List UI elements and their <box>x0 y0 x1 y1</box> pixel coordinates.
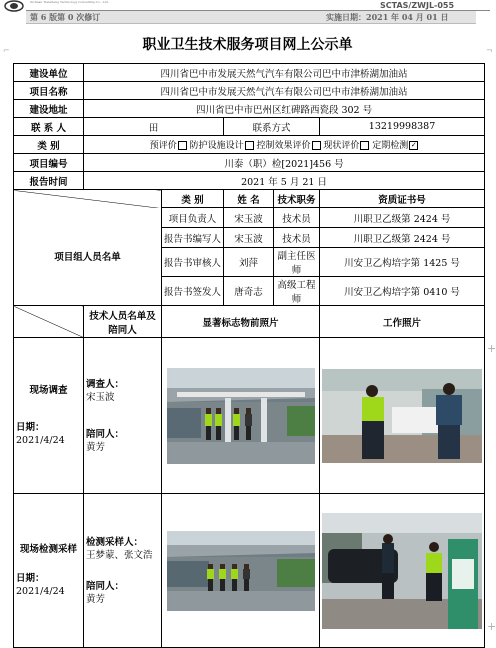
sampling-row <box>14 494 485 648</box>
team-col-name: 姓 名 <box>224 190 274 208</box>
photo-header-row <box>14 306 485 338</box>
contact-method-value: 13219998387 <box>320 118 485 136</box>
team-group-label: 项目组人员名单 <box>14 208 162 306</box>
member-name: 宋玉波 <box>224 208 274 228</box>
sampling-persons: 王梦蒙、张文浩 <box>86 549 153 561</box>
sampling-date: 2021/4/24 <box>16 586 65 597</box>
contact-label: 联 系 人 <box>14 118 84 136</box>
survey-sign-photo-cell <box>162 338 320 494</box>
checkbox-icon[interactable] <box>178 141 187 150</box>
category-label: 类 别 <box>14 136 84 154</box>
table-row <box>14 154 485 172</box>
expand-icon[interactable]: + <box>487 342 496 355</box>
category-option: 现状评价 <box>323 141 369 151</box>
address-label: 建设地址 <box>14 100 84 118</box>
report-date-value: 2021 年 5 月 21 日 <box>84 172 485 190</box>
member-cert: 川安卫乙构培字第 1425 号 <box>320 248 485 277</box>
sampling-person-label: 检测采样人： <box>86 536 144 548</box>
implementation-date: 实施日期：2021 年 04 月 01 日 <box>326 12 449 22</box>
table-row <box>14 136 485 154</box>
sampling-sign-photo-cell <box>162 494 320 648</box>
staff-column-label: 技术人员名单及陪同人 <box>84 306 162 338</box>
survey-escort-label: 陪同人： <box>86 428 125 440</box>
sampling-work-photo <box>322 513 482 629</box>
survey-work-photo-cell <box>320 338 485 494</box>
page-header <box>0 0 495 26</box>
member-role: 报告书审核人 <box>162 248 224 277</box>
project-label: 项目名称 <box>14 82 84 100</box>
survey-persons: 宋玉波 <box>86 391 115 403</box>
diagonal-cell <box>14 306 84 338</box>
company-logo-text: Sichuan Tianzheng Technology Consulting Co., Ltd. <box>30 0 109 4</box>
member-cert: 川职卫乙级第 2424 号 <box>320 228 485 248</box>
sampling-staff-cell <box>84 494 162 648</box>
member-title: 技术员 <box>274 228 320 248</box>
team-col-title: 技术职务 <box>274 190 320 208</box>
company-logo-icon <box>4 0 24 12</box>
margin-mark-icon: ⌐ <box>3 46 10 55</box>
table-row <box>14 118 485 136</box>
gas-station-team-photo <box>167 368 315 464</box>
revision-text: 第 6 版第 0 次修订 <box>30 12 101 22</box>
table-row <box>14 100 485 118</box>
checkbox-icon[interactable] <box>245 141 254 150</box>
survey-cell <box>14 338 84 494</box>
team-col-cert: 资质证书号 <box>320 190 485 208</box>
checkbox-icon[interactable] <box>312 141 321 150</box>
project-no-value: 川泰（职）检[2021]456 号 <box>84 154 485 172</box>
member-cert: 川安卫乙构培字第 0410 号 <box>320 277 485 306</box>
notice-table <box>13 63 485 648</box>
team-col-role: 类 别 <box>162 190 224 208</box>
sampling-escort: 黄芳 <box>86 593 106 605</box>
member-name: 宋玉波 <box>224 228 274 248</box>
sign-photo-column-label: 显著标志物前照片 <box>162 306 320 338</box>
contact-method-label: 联系方式 <box>224 118 320 136</box>
category-options <box>84 136 485 154</box>
sampling-cell <box>14 494 84 648</box>
table-row <box>14 172 485 190</box>
diagonal-cell <box>14 190 162 208</box>
table-row <box>14 64 485 82</box>
member-cert: 川职卫乙级第 2424 号 <box>320 208 485 228</box>
member-role: 项目负责人 <box>162 208 224 228</box>
survey-escort: 黄芳 <box>86 441 106 453</box>
category-option: 定期检测 ✓ <box>372 141 417 151</box>
contact-value: 田 <box>84 118 224 136</box>
member-name: 唐奇志 <box>224 277 274 306</box>
member-title: 技术员 <box>274 208 320 228</box>
survey-date-label: 日期： <box>16 422 45 433</box>
survey-row <box>14 338 485 494</box>
member-name: 刘萍 <box>224 248 274 277</box>
doc-number: SCTAS/ZWJL-055 <box>380 1 455 10</box>
category-option: 防护设施设计 <box>190 141 254 151</box>
survey-person-label: 调查人： <box>86 378 125 390</box>
sampling-label: 现场检测采样 <box>19 544 77 555</box>
category-option: 控制效果评价 <box>257 141 321 151</box>
report-date-label: 报告时间 <box>14 172 84 190</box>
page-title: 职业卫生技术服务项目网上公示单 <box>142 37 353 53</box>
sampling-date-label: 日期： <box>16 573 45 584</box>
org-label: 建设单位 <box>14 64 84 82</box>
survey-staff-cell <box>84 338 162 494</box>
checkbox-icon[interactable] <box>360 141 369 150</box>
table-row <box>14 82 485 100</box>
project-value: 四川省巴中市发展天然气汽车有限公司巴中市津桥湖加油站 <box>84 82 485 100</box>
survey-work-photo <box>322 369 482 463</box>
margin-mark-icon: ¬ <box>486 46 493 55</box>
member-role: 报告书签发人 <box>162 277 224 306</box>
address-value: 四川省巴中市巴州区红碑路西瓷段 302 号 <box>84 100 485 118</box>
survey-date: 2021/4/24 <box>16 435 65 446</box>
sampling-work-photo-cell <box>320 494 485 648</box>
table-row <box>14 208 485 228</box>
project-no-label: 项目编号 <box>14 154 84 172</box>
org-value: 四川省巴中市发展天然气汽车有限公司巴中市津桥湖加油站 <box>84 64 485 82</box>
gas-station-team-photo <box>167 531 315 611</box>
expand-icon[interactable]: + <box>487 620 496 633</box>
member-title: 高级工程师 <box>274 277 320 306</box>
member-title: 副主任医师 <box>274 248 320 277</box>
category-option: 预评价 <box>150 141 187 151</box>
sampling-escort-label: 陪同人： <box>86 580 125 592</box>
member-role: 报告书编写人 <box>162 228 224 248</box>
work-photo-column-label: 工作照片 <box>320 306 485 338</box>
team-header-row <box>14 190 485 208</box>
checkbox-checked-icon[interactable]: ✓ <box>410 141 417 149</box>
survey-label: 现场调查 <box>29 385 68 396</box>
